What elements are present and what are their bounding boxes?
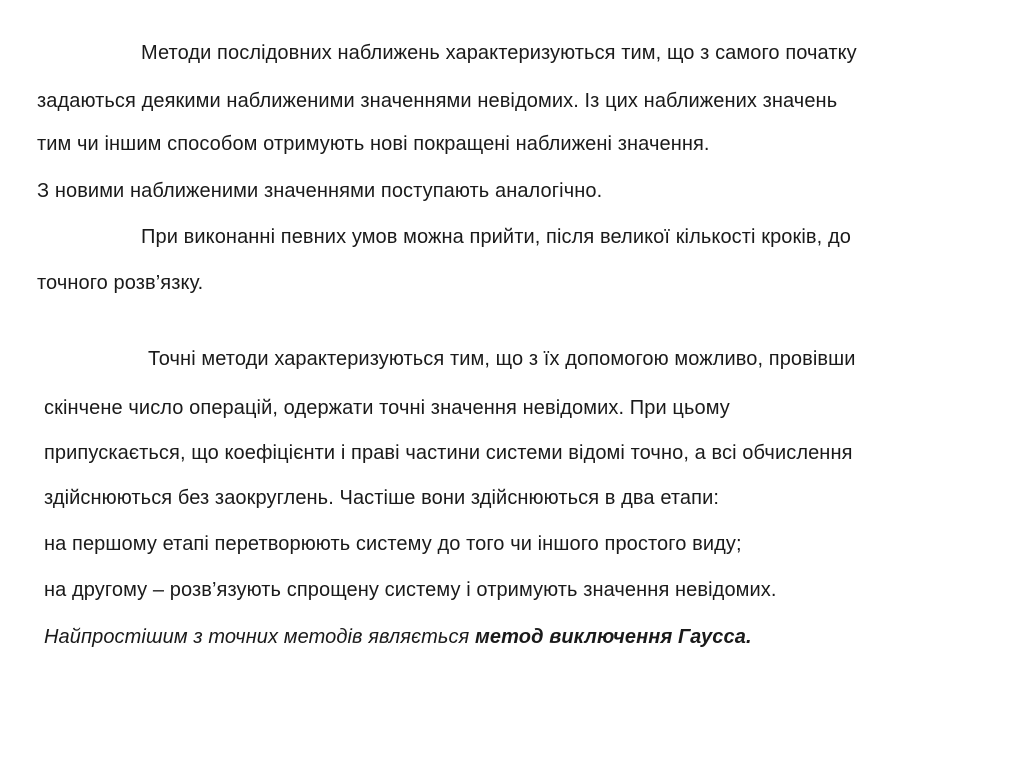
conclusion-line: [44, 624, 752, 650]
paragraph2-line1: При виконанні певних умов можна прийти, після великої кількості кроків, до: [141, 226, 851, 248]
conclusion-prefix: Найпростішим з точних методів являється: [44, 626, 476, 648]
paragraph3-line5: на першому етапі перетворюють систему до того чи іншого простого виду;: [44, 533, 742, 555]
paragraph3-line1: Точні методи характеризуються тим, що з їх допомогою можливо, провівши: [148, 348, 856, 370]
paragraph3-line4: здійснюються без заокруглень. Частіше вони здійснюються в два етапи:: [44, 487, 719, 509]
paragraph3-line6: на другому – розв’язують спрощену систему і отримують значення невідомих.: [44, 579, 777, 601]
paragraph1-line3: тим чи іншим способом отримують нові покращені наближені значення.: [37, 133, 710, 155]
paragraph3-line3: припускається, що коефіцієнти і праві частини системи відомі точно, а всі обчислення: [44, 442, 853, 464]
paragraph1-line1: Методи послідовних наближень характеризуються тим, що з самого початку: [141, 42, 857, 64]
paragraph2-line2: точного розв’язку.: [37, 272, 204, 294]
conclusion-emphasis: метод виключення Гаусса.: [475, 626, 752, 648]
paragraph3-line2: скінчене число операцій, одержати точні значення невідомих. При цьому: [44, 397, 730, 419]
paragraph1-line4: З новими наближеними значеннями поступають аналогічно.: [37, 180, 603, 202]
paragraph1-line2: задаються деякими наближеними значеннями невідомих. Із цих наближених значень: [37, 90, 838, 112]
